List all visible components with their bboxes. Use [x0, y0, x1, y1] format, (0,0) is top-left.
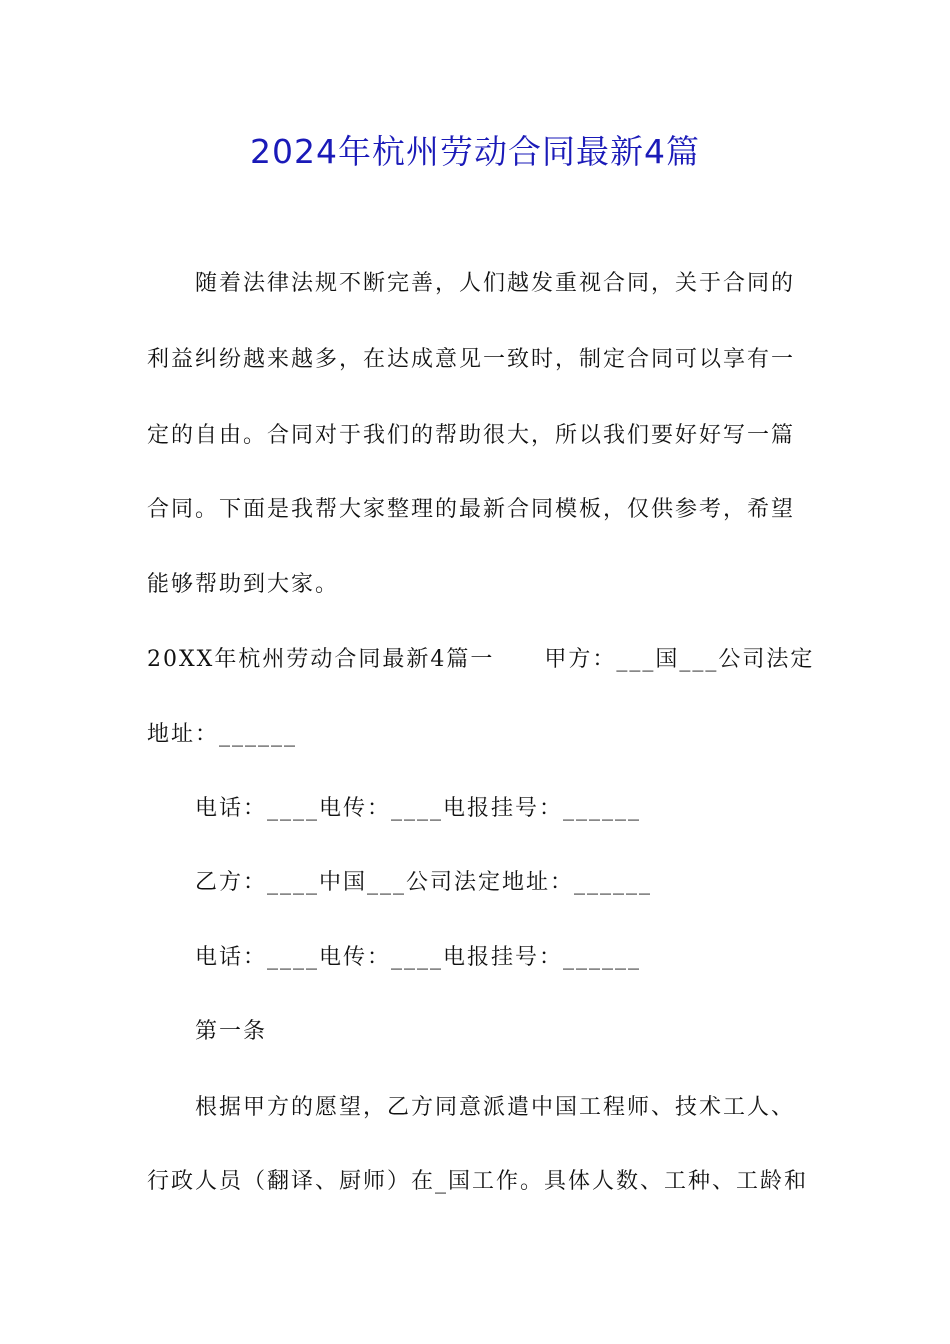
document-title: 2024年杭州劳动合同最新4篇 — [250, 132, 700, 171]
section-heading-row — [147, 640, 827, 680]
party-b-contact: 电话：____电传：____电报挂号：______ — [195, 945, 642, 970]
party-a-contact: 电话：____电传：____电报挂号：______ — [195, 796, 642, 821]
article-one-heading: 第一条 — [195, 1019, 268, 1044]
article-one-line-1: 根据甲方的愿望，乙方同意派遣中国工程师、技术工人、 — [195, 1095, 796, 1120]
section-heading: 20XX年杭州劳动合同最新4篇一 — [147, 647, 495, 672]
intro-line-5: 能够帮助到大家。 — [147, 572, 340, 597]
intro-line-2: 利益纠纷越来越多，在达成意见一致时，制定合同可以享有一 — [147, 347, 796, 372]
intro-line-4: 合同。下面是我帮大家整理的最新合同模板，仅供参考，希望 — [147, 497, 796, 522]
article-one-line-2: 行政人员（翻译、厨师）在_国工作。具体人数、工种、工龄和 — [147, 1169, 809, 1194]
intro-line-3: 定的自由。合同对于我们的帮助很大，所以我们要好好写一篇 — [147, 423, 796, 448]
party-b: 乙方：____中国___公司法定地址：______ — [195, 870, 653, 895]
intro-line-1: 随着法律法规不断完善，人们越发重视合同，关于合同的 — [195, 271, 796, 296]
party-a-address: 地址：______ — [147, 722, 298, 747]
party-a-start: 甲方：___国___公司法定 — [544, 647, 815, 672]
